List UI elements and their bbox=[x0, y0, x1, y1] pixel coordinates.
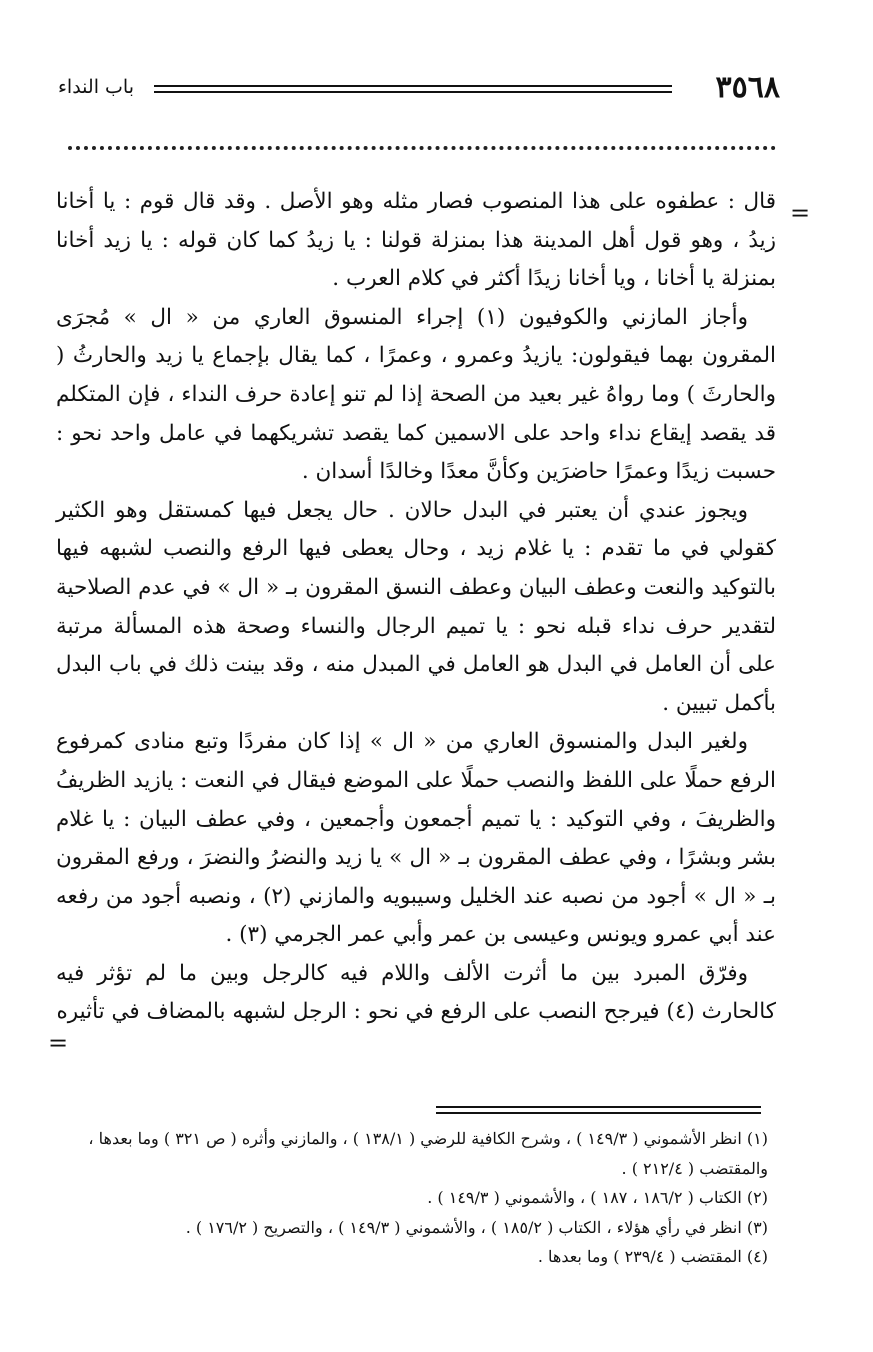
footnote-4: (٤) المقتضب ( ٢٣٩/٤ ) وما بعدها . bbox=[537, 1247, 768, 1266]
paragraph-2: وأجاز المازني والكوفيون (١) إجراء المنسوق العاري من « ال » مُجرَى المقرون بهما فيقولون: يازيدُ وعمرو ، وعمرًا ، كما يقال بإجماع يا زيد والحارثُ ( والحارثَ ) وما رواهُ غير بعيد من الصحة إذا لم تنو إعادة حرف النداء ، فإن المتكلم قد يقصد إيقاع نداء واحد على الاسمين كما يقصد تشريكهما في عامل واحد نحو : حسبت زيدًا وعمرًا حاضرَين وكأنَّ معدًا وخالدًا أسدان . bbox=[56, 304, 776, 485]
footnote-rule bbox=[436, 1106, 761, 1114]
dotted-separator bbox=[68, 146, 776, 154]
continuation-mark-top: = bbox=[790, 199, 811, 227]
footnote-3: (٣) انظر في رأي هؤلاء ، الكتاب ( ١٨٥/٢ ) ، والأشموني ( ١٤٩/٣ ) ، والتصريح ( ١٧٦/٢ ) . bbox=[185, 1217, 768, 1237]
continuation-mark-bottom: = bbox=[48, 1029, 69, 1057]
main-text bbox=[56, 183, 776, 1032]
paragraph-5: وفرّق المبرد بين ما أثرت الألف واللام فيه كالرجل وبين ما لم تؤثر فيه كالحارث (٤) فيرجح النصب على الرفع في نحو : الرجل لشبهه بالمضاف في تأثيره bbox=[56, 960, 776, 1025]
page-header bbox=[58, 68, 780, 108]
footnotes bbox=[56, 1124, 768, 1272]
footnote-2: (٢) الكتاب ( ١٨٦/٢ ، ١٨٧ ) ، والأشموني ( ١٤٩/٣ ) . bbox=[427, 1188, 768, 1207]
paragraph-3: ويجوز عندي أن يعتبر في البدل حالان . حال يجعل فيها كمستقل وهو الكثير كقولي في ما تقدم : يا غلام زيد ، وحال يعطى فيها الرفع والنصب لشبهه فيها بالتوكيد والنعت وعطف البيان وعطف النسق المقرون بـ « ال » في عدم الصلاحية لتقدير حرف نداء قبله نحو : يا تميم الرجال والنساء وصحة هذه المسألة مرتبة على أن العامل في البدل هو العامل في المبدل منه ، وقد بينت ذلك في باب البدل بأكمل تبيين . bbox=[56, 497, 776, 716]
paragraph-1: قال : عطفوه على هذا المنصوب فصار مثله وهو الأصل . وقد قال قوم : يا أخانا زيدُ ، وهو قول أهل المدينة هذا بمنزلة قولنا : يا زيدُ كما كان قوله : يا زيد أخانا بمنزلة يا أخانا ، ويا أخانا زيدًا أكثر في كلام العرب . bbox=[56, 189, 776, 292]
paragraph-4: ولغير البدل والمنسوق العاري من « ال » إذا كان مفردًا وتبع منادى كمرفوع الرفع حملًا على اللفظ والنصب حملًا على الموضع فيقال في النعت : يازيد الظريفُ والظريفَ ، وفي التوكيد : يا تميم أجمعون وأجمعين ، وفي عطف البيان : يا غلام بشر وبشرًا ، وفي عطف المقرون بـ « ال » يا زيد والنضرُ والنضرَ ، ورفع المقرون بـ « ال » أجود من نصبه عند الخليل وسيبويه والمازني (٢) ، ونصبه أجود من رفعه عند أبي عمرو ويونس وعيسى بن عمر وأبي عمر الجرمي (٣) . bbox=[56, 729, 776, 948]
header-rule bbox=[154, 85, 672, 93]
page-number: ٣٥٦٨ bbox=[715, 70, 780, 105]
footnote-1: (١) انظر الأشموني ( ١٤٩/٣ ) ، وشرح الكافية للرضي ( ١٣٨/١ ) ، والمازني وأثره ( ص ٣٢١ ) وما بعدها ، والمقتضب ( ٢١٢/٤ ) . bbox=[88, 1129, 768, 1178]
chapter-title: باب النداء bbox=[58, 76, 134, 98]
